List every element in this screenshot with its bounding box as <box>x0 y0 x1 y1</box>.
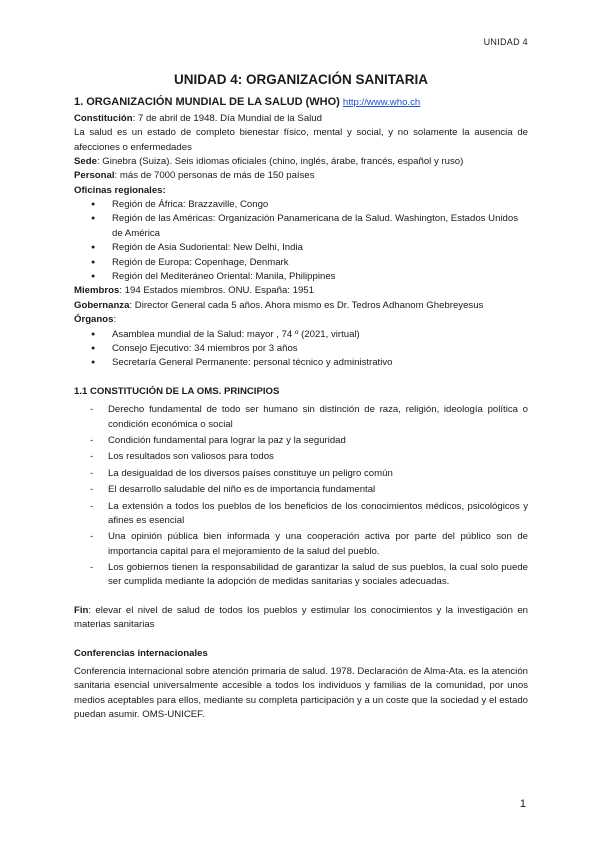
oficinas-label <box>74 184 528 198</box>
organos-line <box>74 313 528 327</box>
sede-text: : Ginebra (Suiza). Seis idiomas oficiales (chino, inglés, árabe, francés, español y ruso) <box>96 155 464 167</box>
miembros-label: Miembros <box>74 285 120 297</box>
list-item: ● Región de las Américas: Organización Panamericana de la Salud. Washington, Estados Unidos de América <box>74 212 528 241</box>
list-item: ● Secretaría General Permanente: personal técnico y administrativo <box>74 356 528 370</box>
section-heading-who <box>74 94 528 111</box>
list-item: ● Región del Mediteráneo Oriental: Manila, Philippines <box>74 270 528 284</box>
constitucion-label: Constitución <box>74 112 133 124</box>
principios-list <box>74 403 528 590</box>
organos-colon: : <box>113 314 117 326</box>
who-link[interactable]: http://www.who.ch <box>342 97 421 109</box>
constitucion-text: : 7 de abril de 1948. Día Mundial de la Salud <box>132 112 322 124</box>
conferencias-text: Conferencia internacional sobre atención primaria de salud. 1978. Declaración de Alma-Ata. es la atención sanitaria esencial universalmente accesible a todos los individuos y familias de la comunidad, por unos medios aceptables para ellos, mediante su completa participación y a un coste que la sociedad y el estado puedan asumir. OMS-UNICEF. <box>74 666 528 721</box>
organos-list <box>74 328 528 371</box>
gobernanza-line <box>74 299 528 313</box>
running-header: UNIDAD 4 <box>483 37 528 47</box>
miembros-line <box>74 284 528 298</box>
list-item: - Condición fundamental para lograr la paz y la seguridad <box>74 434 528 448</box>
spacer <box>74 592 528 604</box>
oficinas-label-text: Oficinas regionales: <box>74 184 166 196</box>
page-content <box>74 70 528 723</box>
gobernanza-text: : Director General cada 5 años. Ahora mismo es Dr. Tedros Adhanom Ghebreyesus <box>129 299 484 311</box>
section-heading-text: 1. ORGANIZACIÓN MUNDIAL DE LA SALUD (WHO) <box>74 96 340 109</box>
list-item: ● Región de África: Brazzaville, Congo <box>74 198 528 212</box>
list-item: - Los resultados son valiosos para todos <box>74 450 528 464</box>
list-item: ● Región de Europa: Copenhage, Denmark <box>74 256 528 270</box>
section-heading-principios: 1.1 CONSTITUCIÓN DE LA OMS. PRINCIPIOS <box>74 385 280 397</box>
list-item: - Derecho fundamental de todo ser humano sin distinción de raza, religión, ideología política o condición económica o social <box>74 403 528 432</box>
list-item: - Los gobiernos tienen la responsabilidad de garantizar la salud de sus pueblos, la cual solo puede ser cumplida mediante la adopción de medidas sanitarias y sociales adecuadas. <box>74 561 528 590</box>
personal-label: Personal <box>74 170 115 182</box>
personal-text: : más de 7000 personas de más de 150 países <box>114 170 315 182</box>
list-item: - La extensión a todos los pueblos de los beneficios de los conocimientos médicos, psicológicos y afines es esencial <box>74 500 528 529</box>
constitucion-line <box>74 112 528 126</box>
page-number: 1 <box>519 798 526 810</box>
oficinas-list <box>74 198 528 284</box>
section-heading-conferencias: Conferencias internacionales <box>74 647 208 659</box>
miembros-text: : 194 Estados miembros. ONU. España: 1951 <box>119 285 314 297</box>
list-item: ● Región de Asia Sudoriental: New Delhi, India <box>74 241 528 255</box>
organos-label: Órganos <box>74 314 114 326</box>
list-item: - El desarrollo saludable del niño es de importancia fundamental <box>74 483 528 497</box>
list-item: ● Asamblea mundial de la Salud: mayor , 74 º (2021, virtual) <box>74 328 528 342</box>
fin-label: Fin <box>74 604 89 616</box>
list-item: ● Consejo Ejecutivo: 34 miembros por 3 años <box>74 342 528 356</box>
salud-definition: La salud es un estado de completo bienestar físico, mental y social, y no solamente la ausencia de afecciones o enfermedades <box>74 127 528 153</box>
page-title: UNIDAD 4: ORGANIZACIÓN SANITARIA <box>174 72 428 87</box>
sede-line <box>74 155 528 169</box>
fin-text: : elevar el nivel de salud de todos los pueblos y estimular los conocimientos y la investigación en materias sanitarias <box>74 604 528 631</box>
list-item: - La desigualdad de los diversos países constituye un peligro común <box>74 467 528 481</box>
gobernanza-label: Gobernanza <box>74 299 130 311</box>
fin-line <box>74 604 528 633</box>
list-item: - Una opinión pública bien informada y una cooperación activa por parte del público son de importancia capital para el mejoramiento de la salud del pueblo. <box>74 530 528 559</box>
personal-line <box>74 169 528 183</box>
sede-label: Sede <box>74 155 97 167</box>
